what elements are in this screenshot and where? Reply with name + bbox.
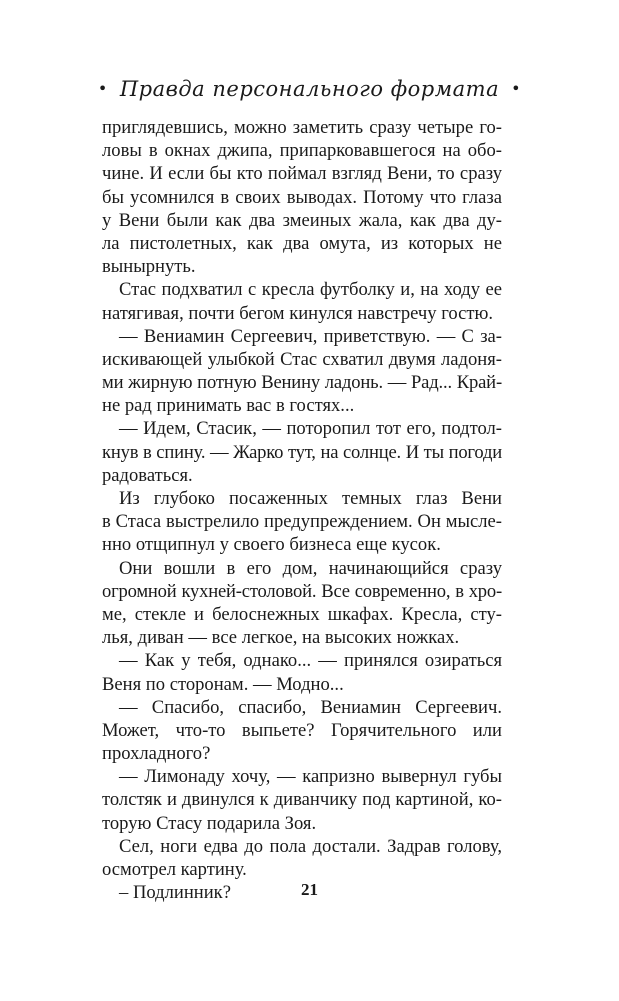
text-line: толстяк и двинулся к диванчику под картиной, ко- — [102, 789, 502, 811]
text-line: прохладного? — [102, 743, 211, 765]
running-header — [0, 74, 619, 104]
text-line: натягивая, почти бегом кинулся навстречу гостю. — [102, 302, 494, 324]
text-line: не рад принимать вас в гостях... — [102, 395, 355, 417]
text-line: Веня по сторонам. — Модно... — [102, 673, 344, 695]
text-line: Стас подхватил с кресла футболку и, на ходу ее — [119, 279, 502, 301]
text-line: Может, что-то выпьете? Горячительного или — [102, 719, 502, 741]
text-line: — Лимонаду хочу, — капризно вывернул губы — [119, 766, 502, 788]
text-line: — Спасибо, спасибо, Вениамин Сергеевич. — [119, 696, 502, 718]
text-line: нно отщипнул у своего бизнеса еще кусок. — [102, 534, 441, 556]
book-title: Правда персонального формата — [119, 77, 500, 101]
text-line: — Вениамин Сергеевич, приветствую. — С за- — [119, 325, 502, 347]
text-line: искивающей улыбкой Стас схватил двумя ладоня- — [102, 348, 502, 370]
text-line: Они вошли в его дом, начинающийся сразу — [119, 557, 502, 579]
text-line: Из глубоко посаженных темных глаз Вени — [119, 488, 502, 509]
page-number: 21 — [301, 880, 318, 899]
header-bullet-left: • — [97, 79, 108, 98]
text-line: — Как у тебя, однако... — принялся озираться — [119, 650, 502, 672]
text-line: ловы в окнах джипа, припарковавшегося на обо- — [102, 140, 502, 162]
text-line: ме, стекле и белоснежных шкафах. Кресла, сту- — [102, 603, 502, 625]
text-line: осмотрел картину. — [102, 859, 247, 880]
text-line: чине. И если бы кто поймал взгляд Вени, то сразу — [102, 163, 502, 185]
text-line: — Идем, Стасик, — поторопил тот его, подтол- — [119, 418, 502, 440]
text-line: приглядевшись, можно заметить сразу четыре го- — [102, 117, 502, 138]
text-line: у Вени были как два змеиных жала, как два ду- — [102, 209, 502, 231]
text-line: бы усомнился в своих выводах. Потому что глаза — [102, 186, 502, 208]
body-text — [102, 116, 502, 904]
text-line: в Стаса выстрелило предупреждением. Он мысле- — [102, 511, 502, 533]
text-line: огромной кухней-столовой. Все современно, в хро- — [102, 580, 502, 602]
text-line: вынырнуть. — [102, 256, 196, 278]
text-line: торую Стасу подарила Зоя. — [102, 812, 317, 834]
header-bullet-right: • — [511, 79, 522, 98]
text-line: радоваться. — [102, 464, 193, 486]
text-line: Сел, ноги едва до пола достали. Задрав голову, — [119, 835, 502, 857]
text-line: ми жирную потную Венину ладонь. — Рад... Край- — [102, 372, 502, 394]
text-line: кнув в спину. — Жарко тут, на солнце. И ты погоди — [102, 441, 502, 463]
text-line: ла пистолетных, как два омута, из которых не — [102, 232, 502, 254]
text-line: – Подлинник? — [119, 882, 231, 904]
text-line: лья, диван — все легкое, на высоких ножках. — [102, 627, 460, 649]
